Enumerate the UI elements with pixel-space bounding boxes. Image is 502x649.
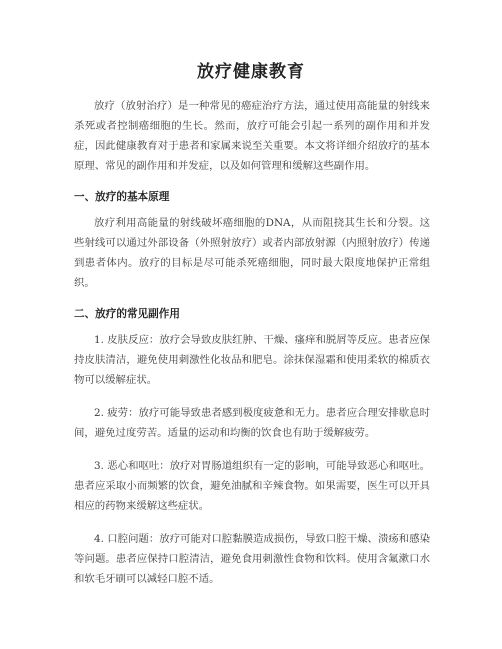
document-title: 放疗健康教育: [197, 62, 305, 82]
side-effect-nausea: 3. 恶心和呕吐：放疗对胃肠道组织有一定的影响，可能导致恶心和呕吐。患者应采取小而频繁的饮食，避免油腻和辛辣食物。如果需要，医生可以开具相应的药物来缓解这些症状。: [74, 460, 430, 512]
side-effect-skin: 1. 皮肤反应：放疗会导致皮肤红肿、干燥、瘙痒和脱屑等反应。患者应保持皮肤清洁，避免使用刺激性化妆品和肥皂。涂抹保湿霜和使用柔软的棉质衣物可以缓解症状。: [74, 334, 430, 386]
intro-paragraph: 放疗（放射治疗）是一种常见的癌症治疗方法，通过使用高能量的射线来杀死或者控制癌细胞的生长。然而，放疗可能会引起一系列的副作用和并发症，因此健康教育对于患者和家属来说至关重要。本文将详细介绍放疗的基本原理、常见的副作用和并发症，以及如何管理和缓解这些副作用。: [74, 100, 430, 172]
side-effect-fatigue: 2. 疲劳：放疗可能导致患者感到极度疲惫和无力。患者应合理安排歇息时间，避免过度劳苦。适量的运动和均衡的饮食也有助于缓解疲劳。: [74, 407, 430, 439]
principle-paragraph: 放疗利用高能量的射线破坏癌细胞的DNA，从而阻挠其生长和分裂。这些射线可以通过外部设备（外照射放疗）或者内部放射源（内照射放疗）传递到患者体内。放疗的目标是尽可能杀死癌细胞，同时最大限度地保护正常组织。: [74, 217, 430, 289]
section-heading-principle: 一、放疗的基本原理: [74, 191, 170, 203]
document-body: [74, 96, 430, 602]
section-heading-side-effects: 二、放疗的常见副作用: [74, 308, 180, 320]
side-effect-oral: 4. 口腔问题：放疗可能对口腔黏膜造成损伤，导致口腔干燥、溃疡和感染等问题。患者应保持口腔清洁，避免食用刺激性食物和饮料。使用含氟漱口水和软毛牙刷可以减轻口腔不适。: [74, 533, 430, 585]
